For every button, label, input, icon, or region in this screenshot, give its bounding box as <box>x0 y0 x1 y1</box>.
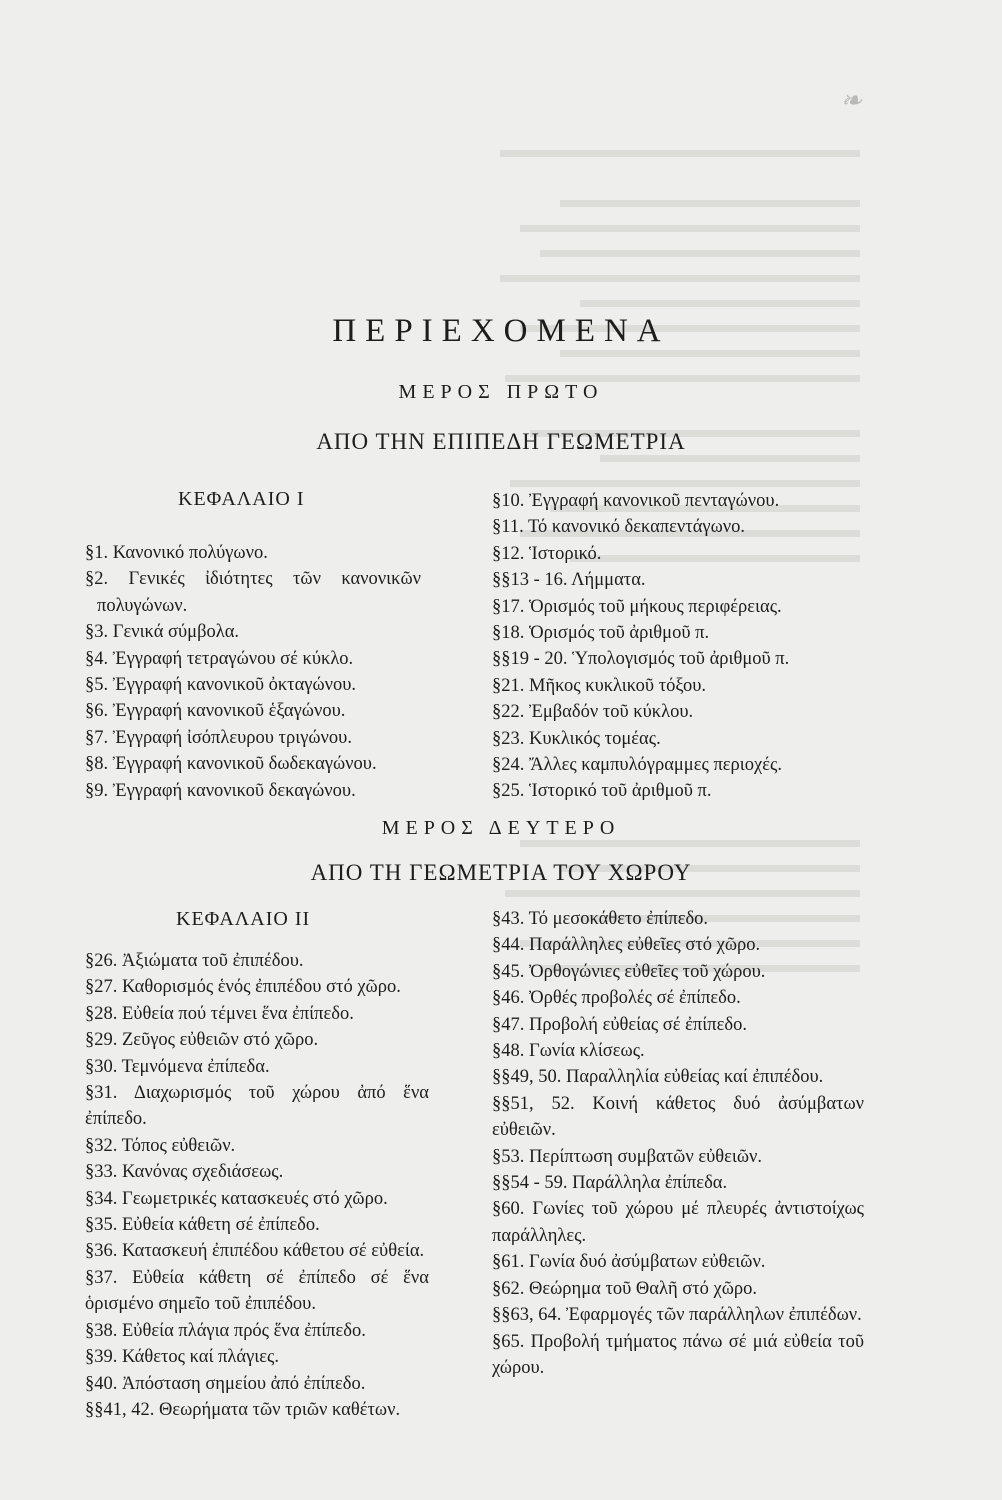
toc-entry: §28. Εὐθεία πού τέμνει ἕνα ἐπίπεδο. <box>85 1003 354 1024</box>
toc-entry: §10. Ἐγγραφή κανονικοῦ πενταγώνου. <box>492 491 780 511</box>
toc-entry: §23. Κυκλικός τομέας. <box>492 728 661 749</box>
toc-entry: §29. Ζεῦγος εὐθειῶν στό χῶρο. <box>85 1030 319 1051</box>
toc-entry: §34. Γεωμετρικές κατασκευές στό χῶρο. <box>85 1188 388 1209</box>
toc-entry: §44. Παράλληλες εὐθεῖες στό χῶρο. <box>492 935 761 956</box>
toc-entry: §18. Ὁρισμός τοῦ ἀριθμοῦ π. <box>492 623 710 644</box>
toc-entry: §1. Κανονικό πολύγωνο. <box>85 543 268 563</box>
toc-entry: §§41, 42. Θεωρήματα τῶν τριῶν καθέτων. <box>85 1399 401 1420</box>
part-one-right-column <box>492 488 864 805</box>
toc-entry: §8. Ἐγγραφή κανονικοῦ δωδεκαγώνου. <box>85 754 377 775</box>
toc-entry: §48. Γωνία κλίσεως. <box>492 1041 645 1062</box>
toc-entry: §32. Τόπος εὐθειῶν. <box>85 1135 236 1156</box>
toc-entry: §5. Ἐγγραφή κανονικοῦ ὀκταγώνου. <box>85 675 357 696</box>
toc-entry: §7. Ἐγγραφή ἰσόπλευρου τριγώνου. <box>85 727 352 748</box>
part-two-left-column <box>85 948 429 1423</box>
toc-entry: §9. Ἐγγραφή κανονικοῦ δεκαγώνου. <box>85 780 356 801</box>
toc-entry: §26. Ἀξιώματα τοῦ ἐπιπέδου. <box>85 951 304 971</box>
toc-entry: §12. Ἱστορικό. <box>492 543 602 564</box>
toc-entry: §31. Διαχωρισμός τοῦ χώρου ἀπό ἕνα ἐπίπεδο. <box>85 1083 429 1130</box>
part-two-heading: ΜΕΡΟΣ ΔΕΥΤΕΡΟ <box>381 817 621 839</box>
part-one-subheading: ΑΠΟ ΤΗΝ ΕΠΙΠΕΔΗ ΓΕΩΜΕΤΡΙΑ <box>316 429 686 454</box>
toc-entry: §38. Εὐθεία πλάγια πρός ἕνα ἐπίπεδο. <box>85 1320 366 1341</box>
toc-entry: §§13 - 16. Λήμματα. <box>492 570 646 591</box>
toc-entry: §60. Γωνίες τοῦ χώρου μέ πλευρές ἀντιστοίχως παράλληλες. <box>492 1199 864 1246</box>
toc-entry: §61. Γωνία δυό ἀσύμβατων εὐθειῶν. <box>492 1252 766 1273</box>
toc-entry: §45. Ὀρθογώνιες εὐθεῖες τοῦ χώρου. <box>492 961 766 982</box>
show-through-page-number: ❧ <box>840 86 862 116</box>
toc-entry: §46. Ὀρθές προβολές σέ ἐπίπεδο. <box>492 988 741 1009</box>
toc-entry: §40. Ἀπόσταση σημείου ἀπό ἐπίπεδο. <box>85 1373 366 1394</box>
toc-entry: §§49, 50. Παραλληλία εὐθείας καί ἐπιπέδου. <box>492 1067 824 1088</box>
toc-entry: §6. Ἐγγραφή κανονικοῦ ἑξαγώνου. <box>85 701 346 722</box>
toc-entry: §37. Εὐθεία κάθετη σέ ἐπίπεδο σέ ἕνα ὁρισμένο σημεῖο τοῦ ἐπιπέδου. <box>85 1267 429 1315</box>
toc-entry: §27. Καθορισμός ἑνός ἐπιπέδου στό χῶρο. <box>85 977 401 998</box>
toc-entry: §53. Περίπτωση συμβατῶν εὐθειῶν. <box>492 1146 763 1167</box>
toc-entry: §21. Μῆκος κυκλικοῦ τόξου. <box>492 675 706 696</box>
toc-entry: §22. Ἐμβαδόν τοῦ κύκλου. <box>492 702 694 723</box>
toc-entry: §4. Ἐγγραφή τετραγώνου σέ κύκλο. <box>85 648 354 669</box>
toc-entry: §36. Κατασκευή ἐπιπέδου κάθετου σέ εὐθεία. <box>85 1241 425 1262</box>
toc-entry: §62. Θεώρημα τοῦ Θαλῆ στό χῶρο. <box>492 1278 758 1299</box>
toc-entry: §35. Εὐθεία κάθετη σέ ἐπίπεδο. <box>85 1215 320 1236</box>
toc-entry: §2. Γενικές ἰδιότητες τῶν κανονικῶν πολυγώνων. <box>85 569 421 616</box>
toc-entry: §§63, 64. Ἐφαρμογές τῶν παράλληλων ἐπιπέδων. <box>492 1305 862 1326</box>
toc-entry: §§51, 52. Κοινή κάθετος δυό ἀσύμβατων εὐθειῶν. <box>492 1093 864 1141</box>
toc-entry: §§54 - 59. Παράλληλα ἐπίπεδα. <box>492 1173 728 1194</box>
toc-entry: §33. Κανόνας σχεδιάσεως. <box>85 1162 284 1183</box>
part-one-left-column <box>85 540 421 804</box>
chapter-one-heading: ΚΕΦΑΛΑΙΟ I <box>178 488 305 510</box>
toc-entry: §17. Ὁρισμός τοῦ μήκους περιφέρειας. <box>492 596 782 617</box>
toc-entry: §47. Προβολή εὐθείας σέ ἐπίπεδο. <box>492 1014 747 1035</box>
page-title: ΠΕΡΙΕΧΟΜΕΝΑ <box>332 313 670 349</box>
toc-entry: §11. Τό κανονικό δεκαπεντάγωνο. <box>492 517 746 538</box>
toc-entry: §43. Τό μεσοκάθετο ἐπίπεδο. <box>492 909 709 929</box>
toc-entry: §3. Γενικά σύμβολα. <box>85 622 240 643</box>
toc-entry: §25. Ἱστορικό τοῦ ἀριθμοῦ π. <box>492 781 712 802</box>
toc-entry: §65. Προβολή τμήματος πάνω σέ μιά εὐθεία τοῦ χώρου. <box>492 1331 864 1378</box>
toc-entry: §39. Κάθετος καί πλάγιες. <box>85 1347 279 1368</box>
chapter-two-heading: ΚΕΦΑΛΑΙΟ II <box>176 908 311 930</box>
part-two-right-column <box>492 906 864 1381</box>
toc-entry: §30. Τεμνόμενα ἐπίπεδα. <box>85 1056 270 1077</box>
toc-entry: §24. Ἄλλες καμπυλόγραμμες περιοχές. <box>492 755 782 776</box>
part-one-heading: ΜΕΡΟΣ ΠΡΩΤΟ <box>398 381 604 403</box>
part-two-subheading: ΑΠΟ ΤΗ ΓΕΩΜΕΤΡΙΑ ΤΟΥ ΧΩΡΟΥ <box>310 860 692 885</box>
toc-entry: §§19 - 20. Ὑπολογισμός τοῦ ἀριθμοῦ π. <box>492 649 790 670</box>
